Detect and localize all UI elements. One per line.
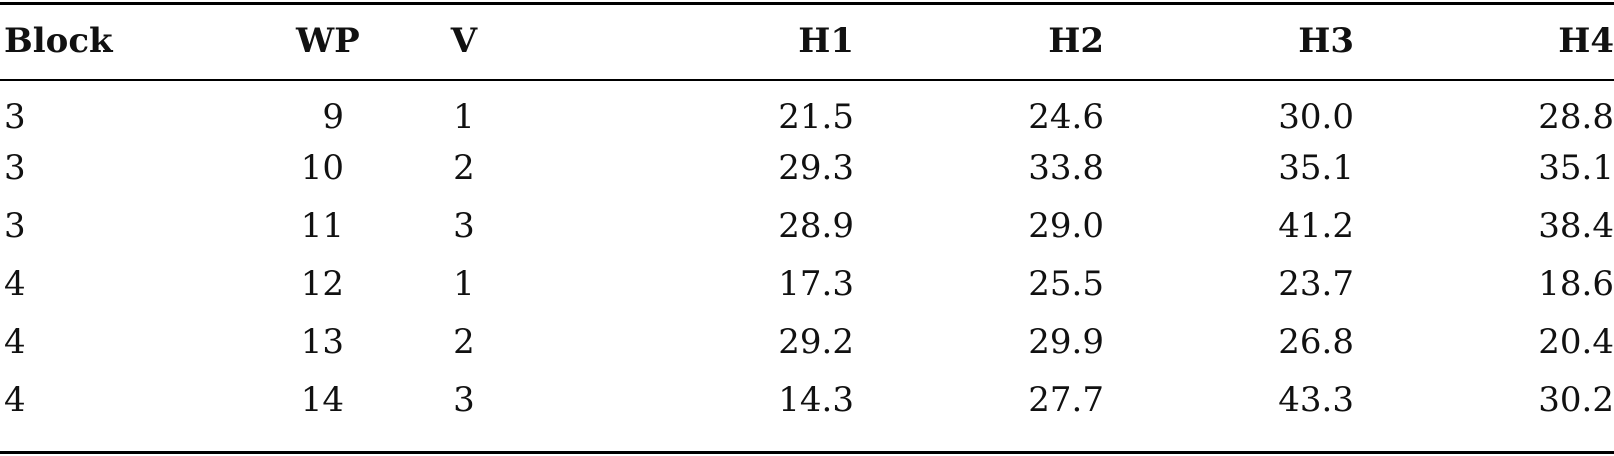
cell-block: 3 — [4, 97, 26, 137]
cell-h4: 38.4 — [1538, 206, 1614, 246]
cell-h3: 41.2 — [1278, 206, 1354, 246]
cell-h4: 28.8 — [1538, 97, 1614, 137]
header-wp-label: WP — [296, 20, 360, 61]
cell-v: 3 — [453, 380, 475, 420]
cell-wp-value: 10 — [300, 148, 344, 188]
cell-h1: 29.2 — [778, 322, 854, 362]
cell-h2: 29.0 — [1028, 206, 1104, 246]
header-v: V — [450, 20, 478, 61]
header-block: Block — [4, 20, 113, 61]
header-h3: H3 — [1298, 20, 1354, 61]
cell-h1: 14.3 — [778, 380, 854, 420]
cell-wp — [154, 197, 344, 255]
header-row — [0, 0, 1614, 81]
cell-v: 2 — [453, 322, 475, 362]
cell-block: 3 — [4, 148, 26, 188]
cell-h3: 35.1 — [1278, 148, 1354, 188]
header-h2: H2 — [1048, 20, 1104, 61]
cell-h1: 17.3 — [778, 264, 854, 304]
table-header — [0, 0, 1614, 81]
table-row — [0, 255, 1614, 313]
cell-h2: 24.6 — [1028, 97, 1104, 137]
cell-block: 3 — [4, 206, 26, 246]
cell-h2: 27.7 — [1028, 380, 1104, 420]
cell-wp-value: 13 — [300, 322, 344, 362]
table-row — [0, 371, 1614, 429]
cell-h2: 29.9 — [1028, 322, 1104, 362]
cell-h3: 30.0 — [1278, 97, 1354, 137]
cell-h1: 29.3 — [778, 148, 854, 188]
cell-wp-value: 12 — [300, 264, 344, 304]
cell-h4: 30.2 — [1538, 380, 1614, 420]
cell-block: 4 — [4, 264, 26, 304]
cell-wp — [154, 313, 344, 371]
header-wp — [154, 0, 360, 81]
cell-wp-value: 14 — [300, 380, 344, 420]
cell-h2: 33.8 — [1028, 148, 1104, 188]
table-row — [0, 139, 1614, 197]
cell-h3: 43.3 — [1278, 380, 1354, 420]
cell-h4: 20.4 — [1538, 322, 1614, 362]
table-row — [0, 313, 1614, 371]
cell-wp-value: 9 — [322, 97, 344, 137]
cell-block: 4 — [4, 322, 26, 362]
cell-h3: 26.8 — [1278, 322, 1354, 362]
cell-v: 1 — [453, 97, 475, 137]
header-h4: H4 — [1558, 20, 1614, 61]
cell-h1: 28.9 — [778, 206, 854, 246]
cell-h4: 18.6 — [1538, 264, 1614, 304]
header-h1: H1 — [798, 20, 854, 61]
cell-block: 4 — [4, 380, 26, 420]
cell-wp — [154, 371, 344, 429]
cell-v: 3 — [453, 206, 475, 246]
cell-h3: 23.7 — [1278, 264, 1354, 304]
cell-v: 1 — [453, 264, 475, 304]
cell-wp — [154, 255, 344, 313]
cell-wp — [154, 139, 344, 197]
cell-wp — [154, 81, 344, 139]
cell-wp-value: 11 — [300, 206, 344, 246]
cell-h1: 21.5 — [778, 97, 854, 137]
table-row — [0, 81, 1614, 139]
bottom-rule — [0, 451, 1614, 454]
cell-h4: 35.1 — [1538, 148, 1614, 188]
table-row — [0, 197, 1614, 255]
table-body — [0, 81, 1614, 429]
cell-v: 2 — [453, 148, 475, 188]
cell-h2: 25.5 — [1028, 264, 1104, 304]
